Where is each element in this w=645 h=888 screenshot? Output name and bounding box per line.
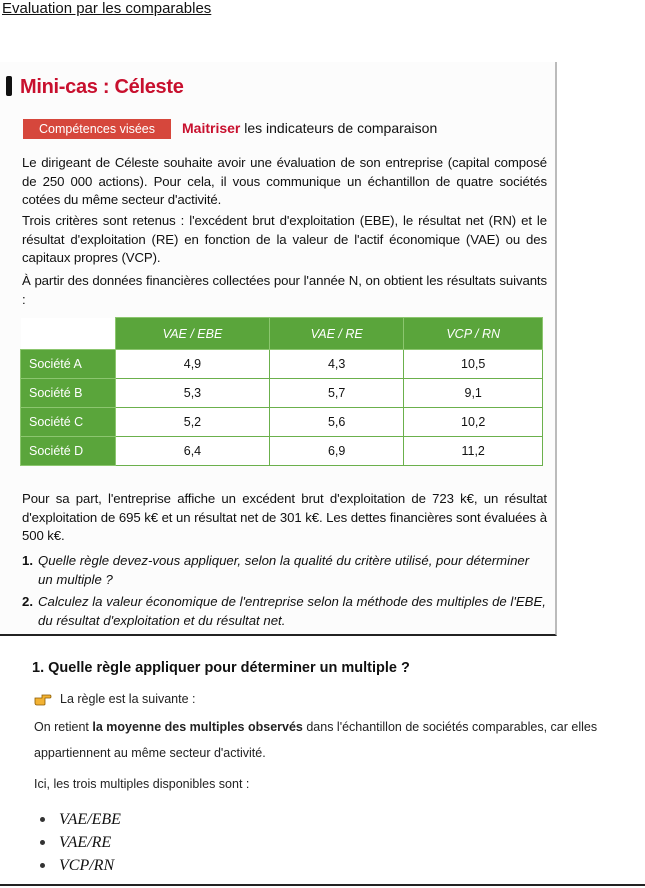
bullet-icon — [40, 817, 45, 822]
question-item — [22, 552, 547, 589]
question-text: Quelle règle devez-vous appliquer, selon la qualité du critère utilisé, pour déterminer un multiple ? — [38, 553, 530, 587]
column-header: VAE / EBE — [116, 318, 270, 350]
title-bar-icon — [6, 76, 12, 96]
table-row — [21, 408, 543, 437]
competence-badge: Compétences visées — [23, 119, 171, 139]
table-cell: 6,9 — [269, 437, 404, 466]
bottom-divider — [0, 884, 645, 886]
table-row — [21, 350, 543, 379]
case-paragraph-3: À partir des données financières collectées pour l'année N, on obtient les résultats suivants : — [22, 273, 547, 307]
table-row — [21, 437, 543, 466]
bullet-icon — [40, 863, 45, 868]
column-header: VAE / RE — [269, 318, 404, 350]
case-paragraph-4: Pour sa part, l'entreprise affiche un excédent brut d'exploitation de 723 k€, un résultat d'exploitation de 695 k€ et un résultat net de 301 k€. Les dettes financières sont évaluées à 500 k€. — [22, 491, 547, 543]
list-item: VCP/RN — [40, 854, 121, 877]
case-paragraph-2: Trois critères sont retenus : l'excédent brut d'exploitation (EBE), le résultat net (RN) et le résultat d'exploitation (RE) en fonction de la valeur de l'actif économique (VAE) ou des capitaux propres (VCP). — [22, 213, 547, 265]
question-list — [22, 552, 547, 634]
question-number: 2. — [22, 594, 33, 609]
multiples-list — [40, 808, 121, 877]
table-cell: 6,4 — [116, 437, 270, 466]
list-item: VAE/RE — [40, 831, 121, 854]
table-cell: 4,3 — [269, 350, 404, 379]
table-cell: 4,9 — [116, 350, 270, 379]
question-number: 1. — [22, 553, 33, 568]
case-title: Mini-cas : Céleste — [6, 76, 184, 99]
row-header: Société D — [21, 437, 116, 466]
table-cell: 9,1 — [404, 379, 543, 408]
table-row — [21, 379, 543, 408]
question-text: Calculez la valeur économique de l'entreprise selon la méthode des multiples de l'EBE, du résultat d'exploitation et du résultat net. — [38, 594, 546, 628]
question-item — [22, 593, 547, 630]
list-item: VAE/EBE — [40, 808, 121, 831]
row-header: Société A — [21, 350, 116, 379]
ratios-table — [20, 317, 543, 466]
table-cell: 5,3 — [116, 379, 270, 408]
answer-intro: La règle est la suivante : — [34, 692, 196, 706]
table-header-row — [21, 318, 543, 350]
table-cell: 5,6 — [269, 408, 404, 437]
table-cell: 10,2 — [404, 408, 543, 437]
table-cell: 11,2 — [404, 437, 543, 466]
table-cell: 10,5 — [404, 350, 543, 379]
row-header: Société C — [21, 408, 116, 437]
column-header: VCP / RN — [404, 318, 543, 350]
pointing-hand-icon — [34, 692, 52, 706]
table-cell: 5,7 — [269, 379, 404, 408]
table-cell: 5,2 — [116, 408, 270, 437]
multiples-intro: Ici, les trois multiples disponibles sont : — [34, 777, 250, 791]
competence-text: Maitriser les indicateurs de comparaison — [182, 120, 438, 136]
textbook-scan — [0, 62, 557, 636]
bullet-icon — [40, 840, 45, 845]
row-header: Société B — [21, 379, 116, 408]
page-title: Evaluation par les comparables — [2, 0, 212, 17]
case-paragraph-1: Le dirigeant de Céleste souhaite avoir une évaluation de son entreprise (capital composé de 250 000 actions). Pour cela, il vous communique un échantillon de quatre sociétés cotées du même secteur d'activité. — [22, 155, 547, 207]
answer-title: 1. Quelle règle appliquer pour déterminer un multiple ? — [32, 660, 410, 676]
answer-rule: On retient la moyenne des multiples observés dans l'échantillon de sociétés comparables, car elles appartiennent au même secteur d'activité. — [34, 720, 598, 760]
table-corner — [21, 318, 116, 350]
